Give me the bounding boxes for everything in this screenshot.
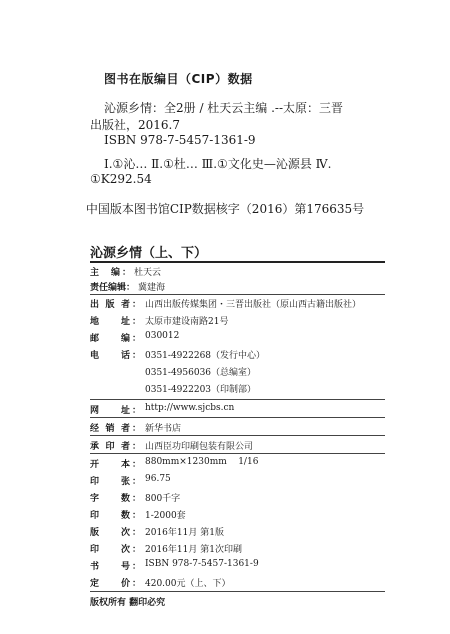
- value-isbn: ISBN 978-7-5457-1361-9: [145, 559, 259, 569]
- label-sheets: 印 张: [90, 477, 130, 487]
- value-printer: 山西臣功印刷包装有限公司: [145, 442, 254, 452]
- divider-4: [90, 435, 385, 436]
- cip-heading: 图书在版编目（CIP）数据: [104, 72, 253, 86]
- value-price: 420.00元（上、下）: [145, 579, 231, 589]
- label-publisher: 出 版 者: [90, 300, 130, 310]
- value-phone-1: 0351-4922268（发行中心）: [145, 351, 266, 361]
- value-print-count: 1-2000套: [145, 511, 186, 521]
- label-format: 开 本: [90, 460, 130, 470]
- cip-line-1: 沁源乡情：全2册 / 杜天云主编 .--太原：三晋: [104, 101, 344, 115]
- label-responsible-editor: 责任编辑: [90, 283, 127, 293]
- value-edition: 2016年11月 第1版: [145, 528, 224, 538]
- divider-3: [90, 417, 385, 418]
- book-title: 沁源乡情（上、下）: [90, 246, 208, 261]
- cip-line-5: ①K292.54: [90, 172, 152, 186]
- value-website[interactable]: http://www.sjcbs.cn: [145, 403, 235, 413]
- label-printer: 承 印 者: [90, 442, 130, 452]
- value-distributor: 新华书店: [145, 424, 182, 434]
- value-phone-3: 0351-4922203（印制部）: [145, 385, 257, 395]
- label-impression: 印 次: [90, 545, 130, 555]
- cip-line-4: Ⅰ.①沁… Ⅱ.①杜… Ⅲ.①文化史—沁源县 Ⅳ.: [104, 157, 332, 171]
- divider-6: [90, 591, 385, 592]
- label-print-count: 印 数: [90, 511, 130, 521]
- label-postcode: 邮 编: [90, 334, 130, 344]
- cip-core-number: 中国版本图书馆CIP数据核字（2016）第176635号: [85, 202, 365, 216]
- label-isbn: 书 号: [90, 562, 130, 572]
- value-impression: 2016年11月 第1次印刷: [145, 545, 242, 555]
- value-responsible-editor: 冀建海: [138, 283, 166, 293]
- label-website: 网 址: [90, 406, 130, 416]
- label-address: 地 址: [90, 317, 130, 327]
- value-words: 800千字: [145, 494, 181, 504]
- value-publisher: 山西出版传媒集团・三晋出版社（原山西古籍出版社）: [145, 300, 362, 310]
- label-edition: 版 次: [90, 528, 130, 538]
- value-sheets: 96.75: [145, 474, 171, 484]
- divider-2: [90, 399, 385, 400]
- copyright-notice: 版权所有 翻印必究: [90, 598, 166, 608]
- label-phone: 电 话: [90, 351, 130, 361]
- label-words: 字 数: [90, 494, 130, 504]
- value-editor: 杜天云: [134, 268, 162, 278]
- label-price: 定 价: [90, 579, 130, 589]
- value-format: 880mm×1230mm 1/16: [145, 457, 259, 467]
- title-divider: [90, 261, 385, 263]
- value-postcode: 030012: [145, 331, 180, 341]
- value-address: 太原市建设南路21号: [145, 317, 229, 327]
- divider-1: [90, 294, 385, 295]
- divider-5: [90, 453, 385, 454]
- value-phone-2: 0351-4956036（总编室）: [145, 368, 257, 378]
- cip-line-2: 出版社，2016.7: [90, 118, 180, 132]
- label-editor: 主 编: [90, 268, 120, 278]
- label-distributor: 经 销 者: [90, 424, 130, 434]
- cip-line-3: ISBN 978-7-5457-1361-9: [104, 133, 256, 147]
